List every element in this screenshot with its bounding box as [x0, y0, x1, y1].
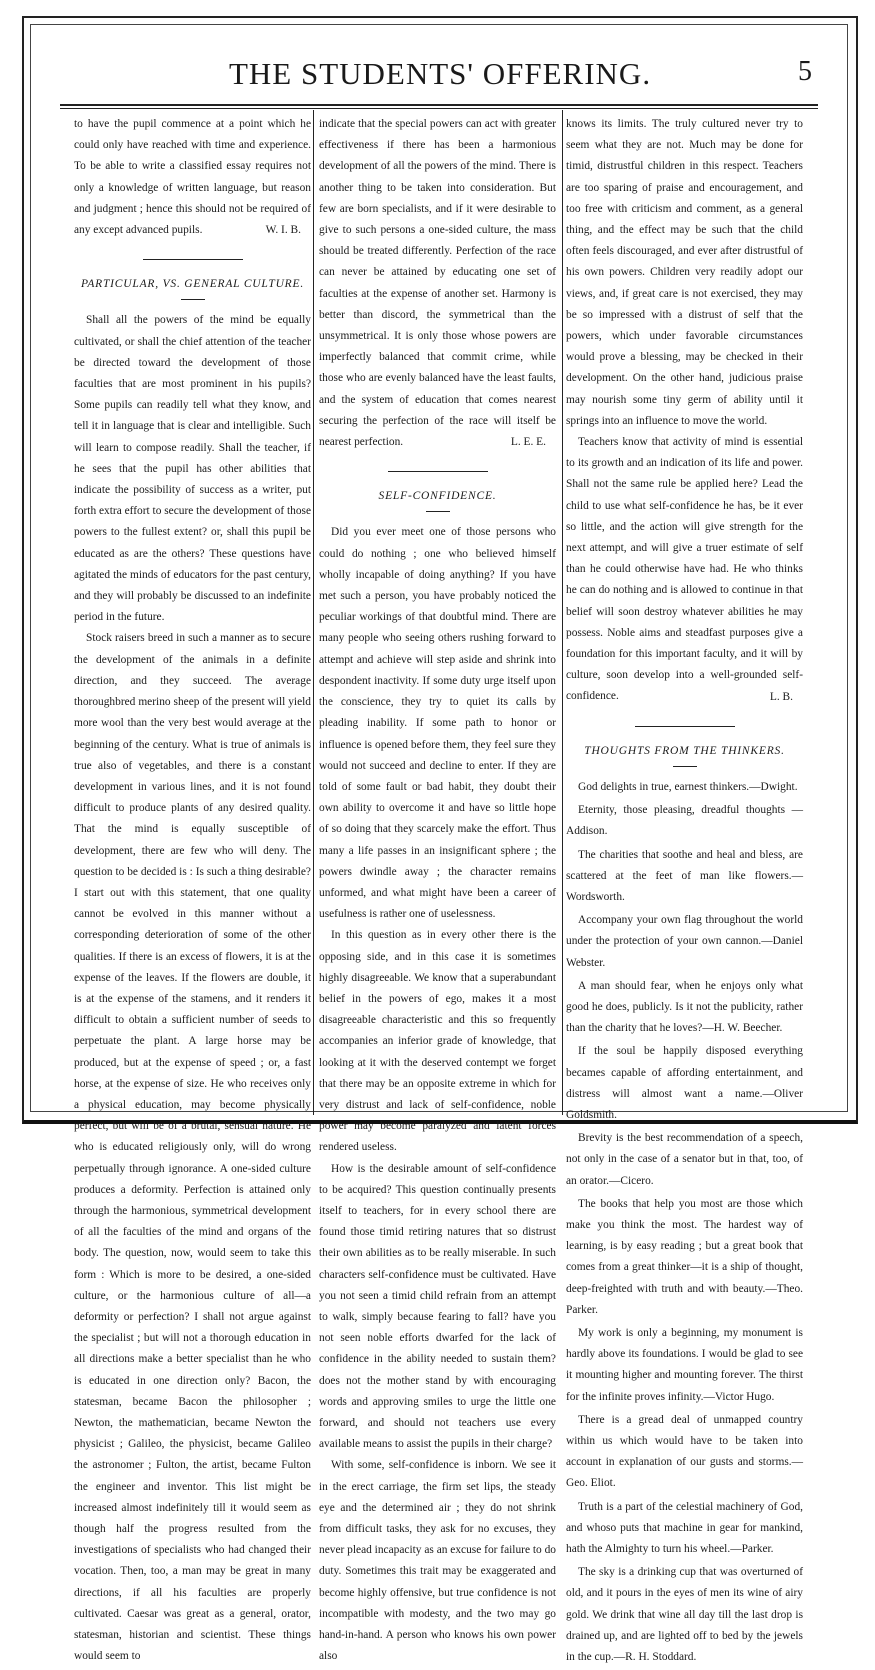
- quote: If the soul be happily disposed everything becames capable of affording entertainment, and distress will almost want a name.—Oliver Goldsmith.: [566, 1045, 803, 1121]
- article-heading: PARTICULAR, VS. GENERAL CULTURE.: [80, 278, 304, 291]
- heading-rule: [673, 766, 697, 767]
- column-3: [566, 114, 803, 1670]
- heading-rule: [426, 511, 450, 512]
- quote: There is a gread deal of unmapped country within us which would have to be taken into account in explanation of our gusts and storms.—Geo. Eliot.: [566, 1413, 803, 1490]
- quote: Brevity is the best recommendation of a speech, not only in the case of a senator but in that, too, of an orator.—Cicero.: [566, 1132, 803, 1187]
- article-separator: [388, 471, 488, 472]
- article-paragraph: How is the desirable amount of self-confidence to be acquired? This question continually presents itself to teachers, for in every school there are found those timid retiring natures that so distrust their own abilities as to be really miserable. In such characters self-confidence must be cultivated. Have you not seen a timid child refrain from an attempt to walk, simply because fearing to fall? have you not seen noble efforts dwarfed for the lack of confidence in the ability needed to sustain them? does not the mother stand by with encouraging words and approving smiles to urge the little one forward, and should not teachers use every available means to assist the pupils in their charge?: [319, 1162, 556, 1451]
- quote: God delights in true, earnest thinkers.—Dwight.: [578, 780, 798, 793]
- article-heading: THOUGHTS FROM THE THINKERS.: [584, 744, 785, 757]
- quote: The charities that soothe and heal and bless, are scattered at the feet of man like flowers.—Wordsworth.: [566, 848, 803, 903]
- author-signature: L. B.: [769, 690, 793, 703]
- newspaper-title: THE STUDENTS' OFFERING.: [228, 56, 652, 91]
- article-paragraph: Stock raisers breed in such a manner as to secure the development of the animals in a definite direction, and they succeed. The average thoroughbred merino sheep of the present will yield more wool than the very best would average at the beginning of the century. What is true of animals is true also of vegetables, and there is a constant development in various lines, and it is not found difficult to produce plants of any desired quality. That the mind is equally susceptible of development, there are few who will deny. The question to be decided is : Is such a thing desirable? I start out with this statement, that one quality cannot be evolved in this manner without a corresponding deterioration of some of the other qualities. If there is an excess of flowers, it is at the expense of the leaves. If the flowers are double, it is at the expense of the stamens, and it renders it difficult to obtain a sufficient number of seeds to perpetuate the plant. A large horse may be produced, but at the expense of speed ; or, a fast horse, at the expense of size. He who receives only a physical education, may become physically perfect, but will be of a brutal, sensual nature. He who is educated religiously only, will do wrong perpetually through ignorance. A one-sided culture produces a deformity. Perfection is attained only through the harmonious, symmetrical development of all the faculties of the mind and organs of the body. The question, now, would seem to take this form : Which is more to be desired, a one-sided culture, or the harmonious culture of all—a deformity or perfection? I shall not argue against the specialist ; but will not a thorough education in all directions make a better specialist than he who is educated in one direction only? Bacon, the statesman, became Bacon the philosopher ; Newton, the mathematician, became Newton the physicist ; Galileo, the physicist, became Galileo the astronomer ; Fulton, the artist, became Fulton the engineer and inventor. This list might be increased almost indefinitely till it would seem as though half the progress resulted from the investigations of specialists who had changed their vocation. Then, too, a man may be great in many directions, if all his faculties are properly cultivated. Caesar was great as a general, orator, statesman, historian and scientist. These things would seem to: [74, 632, 311, 1663]
- quote: Eternity, those pleasing, dreadful thoughts —Addison.: [566, 804, 803, 838]
- author-signature: W. I. B.: [265, 224, 301, 237]
- article-continuation: indicate that the special powers can act with greater effectiveness if there has been a harmonious development of all the powers of the mind. There is another thing to be taken into consideration. But few are born specialists, and if it were desirable to give to such persons a one-sided culture, the mass should be treated differently. Perfection of the race can never be attained by educating one set of faculties at the expense of another set. Harmony is better than discord, the symmetrical than the unsymmetrical. It is only those whose powers are imperfectly balanced that commit crime, while those who are evenly balanced have the least faults, and the system of education that comes nearest securing the perfection of the race will itself be nearest perfection.: [319, 118, 556, 449]
- quote: My work is only a beginning, my monument is hardly above its foundations. I would be glad to see it mounting higher and mounting forever. The thirst for the infinite proves infinity.—Victor Hugo.: [566, 1326, 803, 1403]
- column-2: [319, 114, 556, 1667]
- quote: Truth is a part of the celestial machinery of God, and whoso puts that machine in gear for mankind, hath the Almighty to turn his wheel.—Parker.: [566, 1500, 803, 1556]
- quote: The books that help you most are those which make you think the most. The hardest way of learning, is by easy reading ; but a great book that comes from a great thinker—it is a ship of thought, deep-freighted with truth and with beauty.—Theo. Parker.: [566, 1197, 803, 1316]
- article-paragraph: Teachers know that activity of mind is essential to its growth and an indication of its life and power. Shall not the same rule be applied here? Lead the child to use what self-confidence he has, be it ever so little, and the action will give strength for the next attempt, and will give a truer estimate of self than he could otherwise have had. He who thinks he can do nothing and is allowed to continue in that belief will soon destroy whatever abilities he may possess. Noble aims and steadfast purposes give a foundation for this important faculty, and it will by culture, soon develop into a well-grounded self-confidence.: [566, 436, 803, 703]
- masthead: [60, 52, 820, 102]
- column-divider: [313, 110, 314, 1115]
- article-separator: [635, 726, 735, 727]
- masthead-rule: [60, 104, 818, 109]
- quote: The sky is a drinking cup that was overturned of old, and it pours in the eyes of men its wine of airy gold. We drink that wine all day till the last drop is drained up, and are lighted off to bed by the jewels in the cup.—R. H. Stoddard.: [566, 1566, 803, 1664]
- author-signature: L. E. E.: [510, 436, 546, 449]
- page-number: 5: [798, 56, 812, 87]
- article-continuation: knows its limits. The truly cultured never try to seem what they are not. Much may be done for timid, distrustful children in this respect. Teachers are too sparing of praise and encouragement, and too free with criticism and comment, as a general thing, and the effect may be such that the child often feels discouraged, and ever after distrustful of his own powers. Children very readily adopt our views, and, if great care is not exercised, they may be so impressed with a distrust of self that the powers, which under favorable circumstances would prove a blessing, may be checked in their development. On the other hand, judicious praise may nourish some tiny germ of ability until it springs into an influence to move the world.: [566, 118, 803, 427]
- heading-rule: [181, 299, 205, 300]
- column-divider: [562, 110, 563, 1115]
- quote: Accompany your own flag throughout the world under the protection of your own cannon.—Daniel Webster.: [566, 914, 803, 969]
- column-1: [74, 114, 311, 1667]
- quote: A man should fear, when he enjoys only what good he does, publicly. Is it not the publicity, rather than the charity that he loves?—H. W. Beecher.: [566, 979, 803, 1035]
- article-paragraph: Did you ever meet one of those persons who could do nothing ; one who believed himself wholly incapable of doing anything? If you have met such a person, you have probably noticed the peculiar workings of that doubtful mind. There are many people who seeing others rushing forward to attempt and achieve will step aside and shrink into despondent inactivity. If some duty urge itself upon the conscience, they try to quiet its calls by pleading inability. If some path to honor or influence is opened before them, they feel sure they would not succeed and decline to enter. If they are told of some fault or bad habit, they doubt their own ability to overcome it and have so little hope of so doing that they scarcely make the effort. Thus many a life passes in an insignificant sphere ; the powers dwindle away ; the character remains unformed, and what might have been a career of usefulness is rather one of uselessness.: [319, 526, 556, 921]
- article-separator: [143, 259, 243, 260]
- article-paragraph: Shall all the powers of the mind be equally cultivated, or shall the chief attention of the teacher be directed toward the development of those faculties that are most prominent in his pupils? Some pupils can readily tell what they know, and tell it in language that is clear and intelligible. Such will learn to compose readily. Shall the teacher, if he sees that the pupil has other abilities that indicate the possibility of success as a writer, put forth extra effort to secure the development of those powers to the fullest extent? or, shall this pupil be educated as are the others? These questions have agitated the minds of educators for the past century, and they will probably be discussed to an indefinite period in the future.: [74, 314, 312, 624]
- article-paragraph: With some, self-confidence is inborn. We see it in the erect carriage, the firm set lips, the steady eye and the determined air ; they do not shrink from difficult tasks, they ask for no excuses, they never plead incapacity as an excuse for failure to do duty. Sometimes this trait may be exaggerated and become highly offensive, but true confidence is not incompatible with modesty, and the two may go hand-in-hand. A person who knows his own power also: [319, 1459, 556, 1663]
- article-continuation: to have the pupil commence at a point which he could only have reached with time and experience. To be able to write a classified essay requires not only a knowledge of written language, but reason and judgment ; hence this should not be required of any except advanced pupils.: [74, 118, 311, 237]
- article-paragraph: In this question as in every other there is the opposing side, and in this case it is sometimes highly disagreeable. We know that a superabundant belief in the powers of ego, makes it a most disagreeable characteristic and this so frequently accompanies an inferior grade of knowledge, that looking at it with the deserved contempt we forget that there may be an opposite extreme in which for very distrust and lack of self-confidence, noble power may become paralyzed and latent forces rendered useless.: [319, 929, 556, 1154]
- article-heading: SELF-CONFIDENCE.: [378, 490, 497, 503]
